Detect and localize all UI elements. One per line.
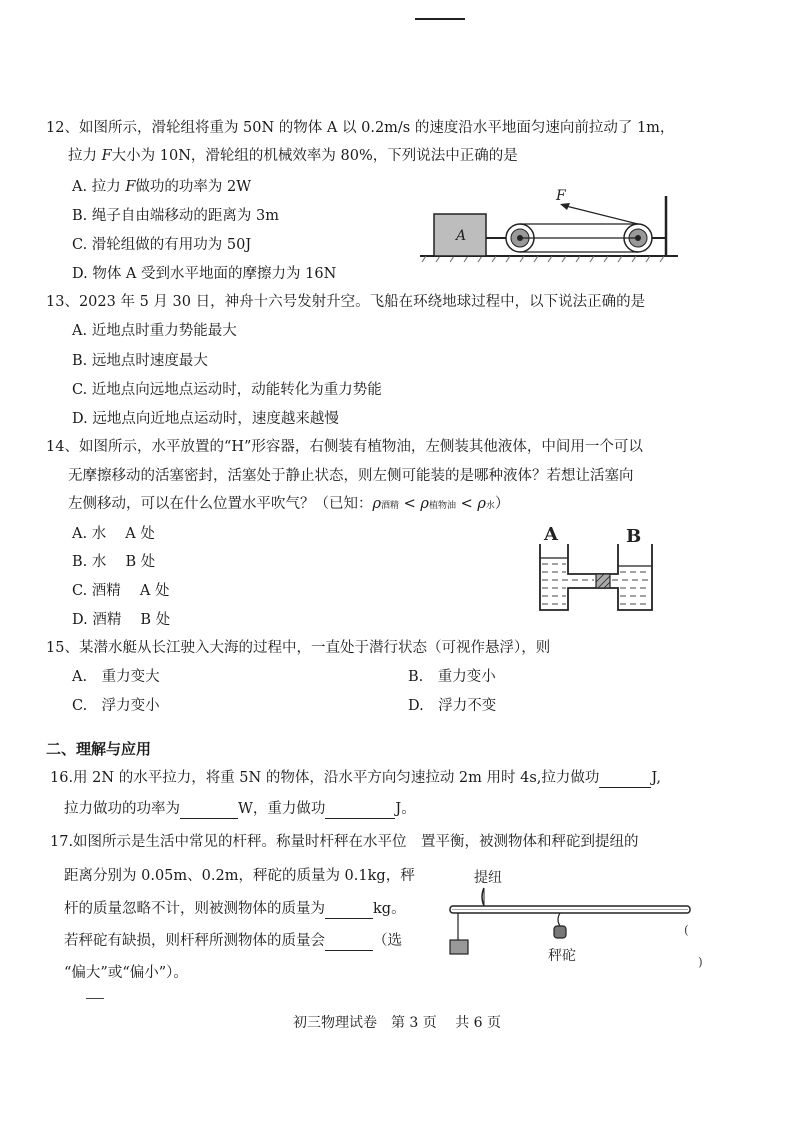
q14-option-a: A. 水 A 处 (72, 526, 155, 542)
q16-blank-gravity-work[interactable] (325, 802, 395, 819)
q16-blank-power[interactable] (180, 802, 238, 819)
q14-label-a: A (544, 524, 558, 545)
q14-h-container-figure (528, 522, 662, 614)
q17-line2: 距离分别为 0.05m、0.2m，秤砣的质量为 0.1kg，秤 (64, 868, 415, 884)
q12-stem-line1: 12、如图所示，滑轮组将重为 50N 的物体 A 以 0.2m/s 的速度沿水平地面匀速向前拉动了 1m， (46, 120, 675, 136)
q13-option-c: C. 近地点向远地点运动时，动能转化为重力势能 (72, 382, 382, 398)
q15-option-d: D. 浮力不变 (408, 698, 497, 714)
q14-stem-line3: 左侧移动，可以在什么位置水平吹气？（已知：ρ酒精 < ρ植物油 < ρ水） (68, 496, 510, 512)
q14-option-c: C. 酒精 A 处 (72, 583, 170, 599)
q17-margin-mark-1: ( (684, 923, 689, 937)
q12-option-a: A. 拉力 F做功的功率为 2W (72, 179, 252, 195)
q17-blank-effect[interactable] (325, 934, 373, 951)
section-title: 二、理解与应用 (46, 740, 152, 758)
q16-blank-work[interactable] (599, 771, 651, 788)
q13-option-a: A. 近地点时重力势能最大 (72, 323, 237, 339)
q14-stem-line1: 14、如图所示，水平放置的“H”形容器，右侧装有植物油，左侧装其他液体，中间用一个可以 (46, 439, 643, 455)
q17-steelyard-figure (440, 862, 720, 972)
q13-option-d: D. 远地点向近地点运动时，速度越来越慢 (72, 411, 339, 427)
q14-option-d: D. 酒精 B 处 (72, 612, 171, 628)
q15-option-c: C. 浮力变小 (72, 698, 160, 714)
top-mark (415, 18, 465, 20)
q16-line2: 拉力做功的功率为 W，重力做功 J。 (64, 801, 416, 817)
q17-label-tiniu: 提纽 (474, 870, 502, 886)
q17-line1: 17.如图所示是生活中常见的杆秤。称量时杆秤在水平位 置平衡，被测物体和秤砣到提纽的 (50, 834, 639, 850)
q17-line3: 杆的质量忽略不计，则被测物体的质量为 kg。 (64, 901, 406, 917)
q12-option-c: C. 滑轮组做的有用功为 50J (72, 237, 252, 253)
q12-force-label: F (556, 188, 566, 204)
q12-block-label: A (456, 228, 467, 244)
q16-line1: 16.用 2N 的水平拉力，将重 5N 的物体，沿水平方向匀速拉动 2m 用时 4s,拉力做功 J, (50, 770, 661, 786)
q15-option-b: B. 重力变小 (408, 669, 496, 685)
q12-option-d: D. 物体 A 受到水平地面的摩擦力为 16N (72, 266, 337, 282)
q14-option-b: B. 水 B 处 (72, 554, 156, 570)
q17-margin-mark-2: ) (698, 955, 703, 969)
q12-option-b: B. 绳子自由端移动的距离为 3m (72, 208, 279, 224)
q15-option-a: A. 重力变大 (72, 669, 160, 685)
q13-option-b: B. 远地点时速度最大 (72, 353, 208, 369)
bottom-scribble (86, 998, 104, 999)
q17-blank-mass[interactable] (325, 902, 373, 919)
q12-stem-line2: 拉力 F大小为 10N，滑轮组的机械效率为 80%，下列说法中正确的是 (68, 148, 518, 164)
q17-line5: “偏大”或“偏小”）。 (64, 965, 188, 981)
q14-label-b: B (626, 526, 642, 547)
q14-stem-line2: 无摩擦移动的活塞密封，活塞处于静止状态，则左侧可能装的是哪种液体？若想让活塞向 (68, 468, 634, 484)
q17-label-chengtuo: 秤砣 (548, 948, 576, 964)
page-footer: 初三物理试卷 第 3 页 共 6 页 (292, 1015, 502, 1031)
q17-line4: 若秤砣有缺损，则杆秤所测物体的质量会 （选 (64, 933, 402, 949)
q13-stem: 13、2023 年 5 月 30 日，神舟十六号发射升空。飞船在环绕地球过程中，以下说法正确的是 (46, 294, 646, 310)
q15-stem: 15、某潜水艇从长江驶入大海的过程中，一直处于潜行状态（可视作悬浮），则 (46, 640, 551, 656)
q12-pulley-figure (420, 182, 682, 264)
